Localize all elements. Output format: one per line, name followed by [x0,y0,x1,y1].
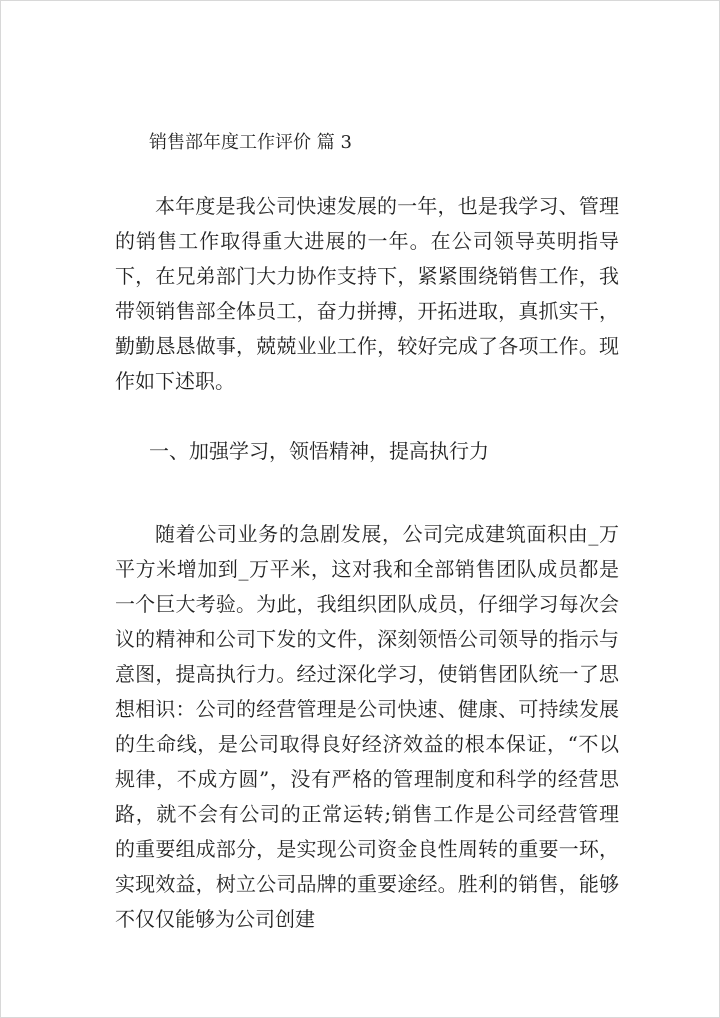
paragraph-intro: 本年度是我公司快速发展的一年，也是我学习、管理的销售工作取得重大进展的一年。在公司领导英明指导下，在兄弟部门大力协作支持下，紧紧围绕销售工作，我带领销售部全体员工，奋力拼搏，开拓进取，真抓实干，勤勤恳恳做事，兢兢业业工作，较好完成了各项工作。现作如下述职。 [115,194,619,393]
document-title: 销售部年度工作评价 篇 3 [149,132,352,153]
paragraph-section-1: 随着公司业务的急剧发展，公司完成建筑面积由_万平方米增加到_万平米，这对我和全部销售团队成员都是一个巨大考验。为此，我组织团队成员，仔细学习每次会议的精神和公司下发的文件，深刻领悟公司领导的指示与意图，提高执行力。经过深化学习，使销售团队统一了思想相识：公司的经营管理是公司快速、健康、可持续发展的生命线，是公司取得良好经济效益的根本保证，“不以规律，不成方圆”，没有严格的管理制度和科学的经营思路，就不会有公司的正常运转;销售工作是公司经营管理的重要组成部分，是实现公司资金良性周转的重要一环，实现效益，树立公司品牌的重要途经。胜利的销售，能够不仅仅能够为公司创建 [115,522,619,931]
document-body [115,127,619,937]
section-heading: 一、加强学习，领悟精神，提高执行力 [149,439,489,463]
